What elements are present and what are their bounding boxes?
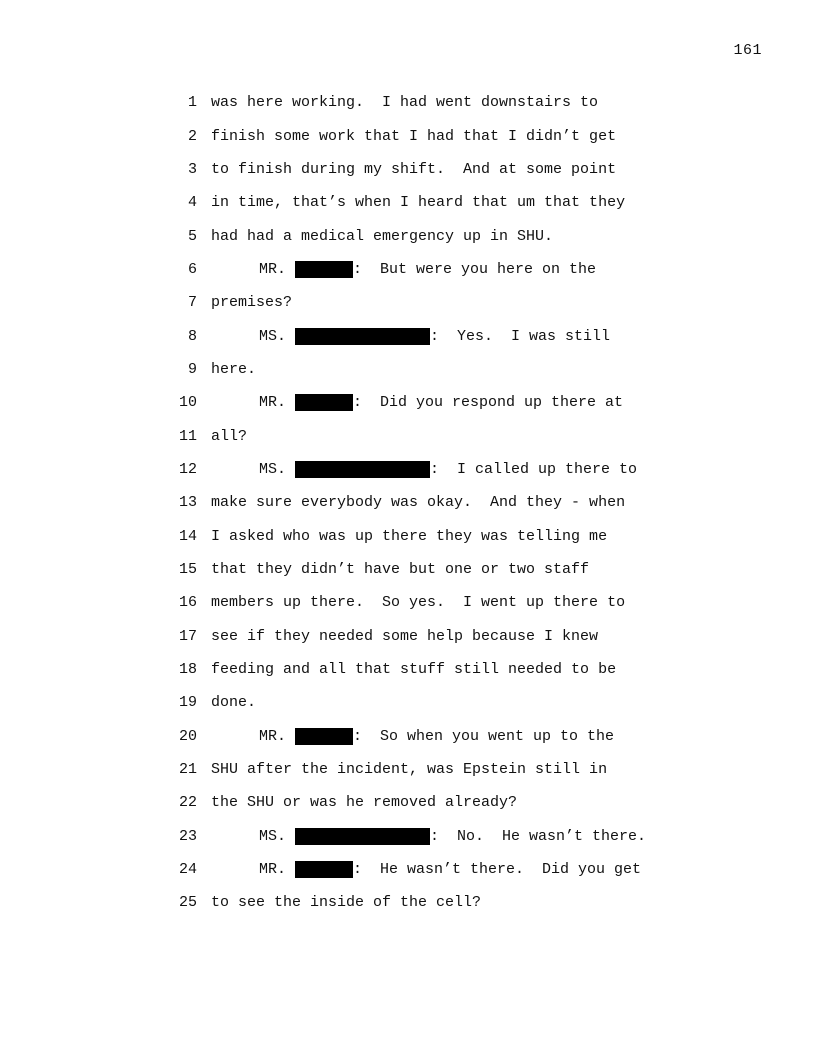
transcript-line xyxy=(150,153,710,186)
line-number: 25 xyxy=(178,894,197,912)
redaction-box xyxy=(295,828,430,845)
line-text xyxy=(211,461,637,478)
redaction-box xyxy=(295,728,353,745)
speaker-text: : He wasn’t there. Did you get xyxy=(353,861,642,879)
line-text xyxy=(211,261,596,278)
transcript-body xyxy=(150,86,710,920)
line-number: 11 xyxy=(178,427,197,445)
transcript-line xyxy=(150,353,710,386)
line-text xyxy=(211,394,623,411)
line-text: the SHU or was he removed already? xyxy=(211,794,518,812)
transcript-line xyxy=(150,386,710,419)
transcript-line xyxy=(150,686,710,719)
line-text: all? xyxy=(211,427,248,445)
transcript-line xyxy=(150,419,710,452)
transcript-line xyxy=(150,486,710,519)
page-number: 161 xyxy=(733,42,762,59)
transcript-line xyxy=(150,253,710,286)
speaker-title: MR. xyxy=(259,260,287,278)
line-text xyxy=(211,828,646,845)
speaker-title: MS. xyxy=(259,327,287,345)
line-number: 22 xyxy=(178,794,197,812)
redaction-box xyxy=(295,328,430,345)
transcript-line xyxy=(150,453,710,486)
speaker-title: MS. xyxy=(259,460,287,478)
line-number: 7 xyxy=(187,294,197,312)
line-number: 15 xyxy=(178,560,197,578)
line-text: finish some work that I had that I didn’t get xyxy=(211,127,617,145)
line-text: feeding and all that stuff still needed to be xyxy=(211,661,617,679)
transcript-line xyxy=(150,820,710,853)
line-number: 20 xyxy=(178,727,197,745)
line-number: 2 xyxy=(187,127,197,145)
transcript-line xyxy=(150,653,710,686)
line-number: 1 xyxy=(187,94,197,112)
line-number: 6 xyxy=(187,260,197,278)
line-number: 19 xyxy=(178,694,197,712)
transcript-line xyxy=(150,86,710,119)
transcript-line xyxy=(150,620,710,653)
speaker-title: MR. xyxy=(259,394,287,412)
speaker-text: : But were you here on the xyxy=(353,260,597,278)
line-text: SHU after the incident, was Epstein still in xyxy=(211,761,608,779)
line-text: to see the inside of the cell? xyxy=(211,894,482,912)
line-number: 18 xyxy=(178,661,197,679)
transcript-line xyxy=(150,786,710,819)
line-text xyxy=(211,861,641,878)
line-number: 9 xyxy=(187,360,197,378)
line-number: 24 xyxy=(178,861,197,879)
line-number: 5 xyxy=(187,227,197,245)
line-text: members up there. So yes. I went up there to xyxy=(211,594,626,612)
speaker-text: : I called up there to xyxy=(430,460,638,478)
line-text: that they didn’t have but one or two staff xyxy=(211,560,590,578)
line-number: 12 xyxy=(178,460,197,478)
transcript-line xyxy=(150,286,710,319)
line-text: done. xyxy=(211,694,257,712)
transcript-line xyxy=(150,553,710,586)
transcript-line xyxy=(150,119,710,152)
transcript-line xyxy=(150,319,710,352)
line-number: 21 xyxy=(178,761,197,779)
line-number: 3 xyxy=(187,160,197,178)
line-text: was here working. I had went downstairs to xyxy=(211,94,599,112)
line-text xyxy=(211,328,610,345)
transcript-line xyxy=(150,853,710,886)
line-number: 4 xyxy=(187,194,197,212)
transcript-line xyxy=(150,753,710,786)
redaction-box xyxy=(295,461,430,478)
transcript-line xyxy=(150,186,710,219)
line-text: in time, that’s when I heard that um that they xyxy=(211,194,626,212)
transcript-line xyxy=(150,586,710,619)
speaker-text: : No. He wasn’t there. xyxy=(430,827,647,845)
line-number: 13 xyxy=(178,494,197,512)
line-text xyxy=(211,728,614,745)
line-text: make sure everybody was okay. And they - when xyxy=(211,494,626,512)
speaker-text: : So when you went up to the xyxy=(353,727,615,745)
line-number: 16 xyxy=(178,594,197,612)
transcript-line xyxy=(150,219,710,252)
speaker-title: MS. xyxy=(259,827,287,845)
transcript-line xyxy=(150,519,710,552)
speaker-title: MR. xyxy=(259,861,287,879)
line-number: 14 xyxy=(178,527,197,545)
speaker-title: MR. xyxy=(259,727,287,745)
line-number: 10 xyxy=(178,394,197,412)
line-number: 8 xyxy=(187,327,197,345)
line-text: to finish during my shift. And at some point xyxy=(211,160,617,178)
transcript-line xyxy=(150,720,710,753)
speaker-text: : Did you respond up there at xyxy=(353,394,624,412)
speaker-text: : Yes. I was still xyxy=(430,327,611,345)
line-text: here. xyxy=(211,360,257,378)
redaction-box xyxy=(295,861,353,878)
line-text: had had a medical emergency up in SHU. xyxy=(211,227,554,245)
redaction-box xyxy=(295,261,353,278)
line-text: see if they needed some help because I knew xyxy=(211,627,599,645)
redaction-box xyxy=(295,394,353,411)
line-number: 23 xyxy=(178,827,197,845)
line-text: I asked who was up there they was telling me xyxy=(211,527,608,545)
transcript-line xyxy=(150,886,710,919)
line-number: 17 xyxy=(178,627,197,645)
line-text: premises? xyxy=(211,294,293,312)
